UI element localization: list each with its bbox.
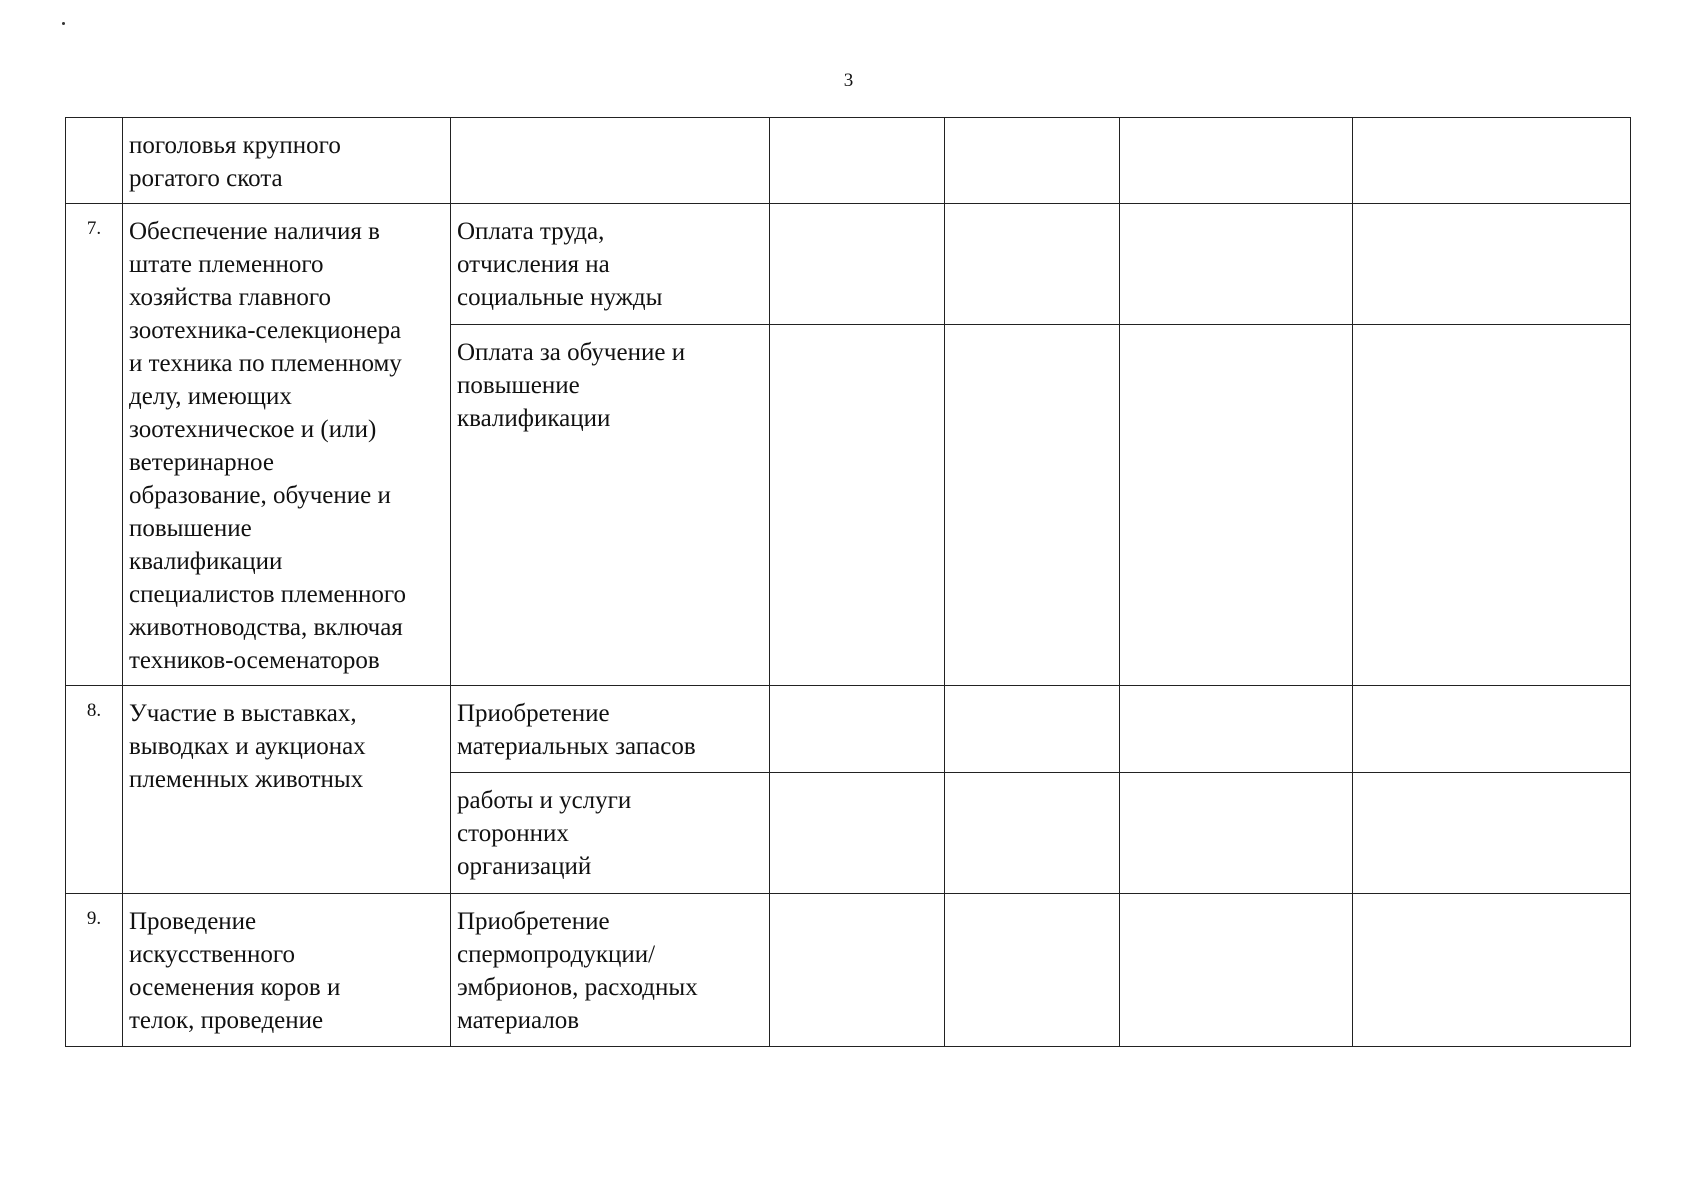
- expense-cell: работы и услуги сторонних организаций: [451, 773, 770, 894]
- expense-cell: Приобретение материальных запасов: [451, 686, 770, 773]
- empty-cell: [945, 686, 1120, 773]
- table-row: [66, 118, 1631, 204]
- expense-cell: Оплата за обучение и повышение квалификации: [451, 324, 770, 686]
- expense-cell: [451, 118, 770, 204]
- empty-cell: [770, 686, 945, 773]
- row-number: 7.: [66, 204, 123, 686]
- empty-cell: [1353, 118, 1631, 204]
- empty-cell: [770, 324, 945, 686]
- expense-table: [65, 117, 1631, 1047]
- row-number: 8.: [66, 686, 123, 894]
- expense-cell: Оплата труда, отчисления на социальные нужды: [451, 204, 770, 325]
- empty-cell: [945, 894, 1120, 1047]
- empty-cell: [1120, 773, 1353, 894]
- empty-cell: [945, 118, 1120, 204]
- empty-cell: [770, 204, 945, 325]
- page-number: 3: [843, 70, 854, 91]
- empty-cell: [1353, 773, 1631, 894]
- activity-cell: Участие в выставках, выводках и аукционах племенных животных: [123, 686, 451, 894]
- stray-mark: [62, 22, 65, 25]
- table-row: [66, 894, 1631, 1047]
- empty-cell: [1353, 686, 1631, 773]
- empty-cell: [1120, 204, 1353, 325]
- empty-cell: [1120, 118, 1353, 204]
- empty-cell: [1120, 894, 1353, 1047]
- row-number: 9.: [66, 894, 123, 1047]
- activity-cell: поголовья крупного рогатого скота: [123, 118, 451, 204]
- empty-cell: [1353, 204, 1631, 325]
- row-number: [66, 118, 123, 204]
- empty-cell: [945, 204, 1120, 325]
- empty-cell: [1120, 324, 1353, 686]
- empty-cell: [770, 773, 945, 894]
- table-row: [66, 686, 1631, 773]
- empty-cell: [1120, 686, 1353, 773]
- empty-cell: [1353, 894, 1631, 1047]
- empty-cell: [1353, 324, 1631, 686]
- empty-cell: [945, 324, 1120, 686]
- table-row: [66, 204, 1631, 325]
- empty-cell: [770, 894, 945, 1047]
- expense-cell: Приобретение спермопродукции/ эмбрионов, расходных материалов: [451, 894, 770, 1047]
- empty-cell: [945, 773, 1120, 894]
- activity-cell: Проведение искусственного осеменения коров и телок, проведение: [123, 894, 451, 1047]
- activity-cell: Обеспечение наличия в штате племенного хозяйства главного зоотехника-селекционера и техника по племенному делу, имеющих зоотехническое и (или) ветеринарное образование, обучение и повышение квалификации специалистов племенного животноводства, включая техников-осеменаторов: [123, 204, 451, 686]
- empty-cell: [770, 118, 945, 204]
